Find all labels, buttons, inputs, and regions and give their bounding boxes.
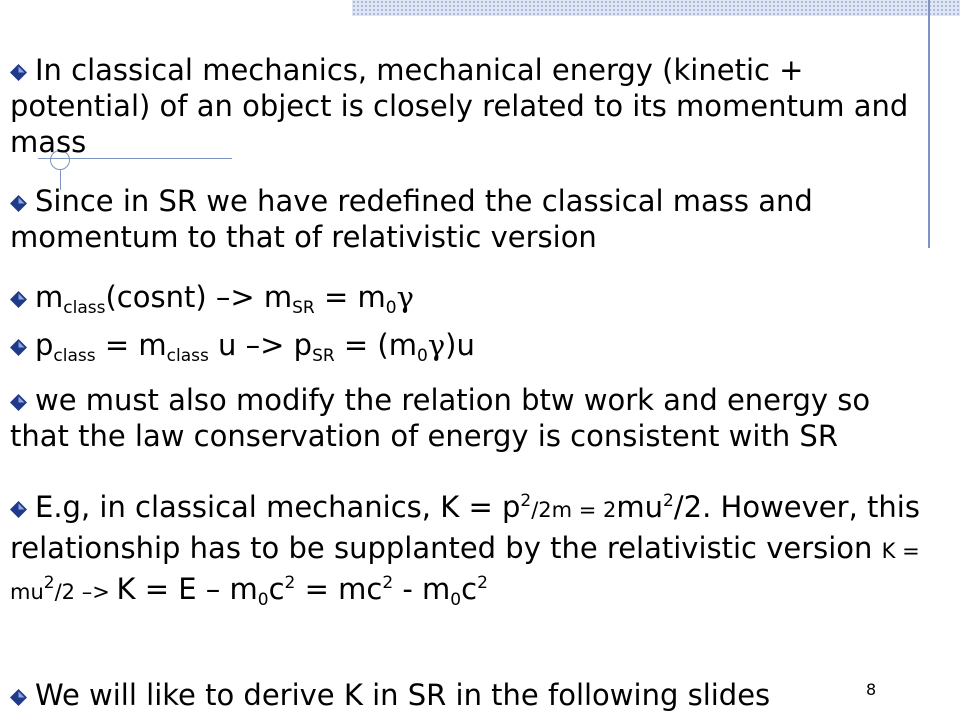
bullet-text: We will like to derive K in SR in the following slides bbox=[35, 678, 771, 712]
bullet-item bbox=[10, 382, 920, 454]
top-decorative-bar bbox=[352, 0, 960, 16]
subscript: class bbox=[53, 346, 96, 366]
subscript: 0 bbox=[385, 298, 397, 318]
eq-text: = m bbox=[95, 328, 167, 362]
eq-text: = mc bbox=[295, 572, 383, 606]
subscript: SR bbox=[312, 346, 335, 366]
eq-text-small: /2m = 2 bbox=[531, 498, 617, 522]
eq-text: c bbox=[461, 572, 478, 606]
bullet-text: E.g, in classical mechanics, bbox=[35, 490, 441, 524]
superscript: 2 bbox=[284, 573, 296, 593]
superscript: 2 bbox=[477, 573, 488, 593]
eq-text: c bbox=[268, 572, 285, 606]
bullet-text: Since in SR we have redefined the classical mass and momentum to that of relativistic version bbox=[10, 184, 813, 254]
eq-text: (cosnt) –> m bbox=[105, 280, 293, 314]
superscript: 2 bbox=[382, 573, 394, 593]
eq-text: )u bbox=[445, 328, 475, 362]
subscript: 0 bbox=[257, 590, 269, 610]
bullet-item bbox=[10, 52, 920, 160]
diamond-bullet-icon bbox=[10, 291, 27, 308]
eq-text: K = p bbox=[440, 490, 521, 524]
bullet-item bbox=[10, 183, 920, 255]
diamond-bullet-icon bbox=[10, 64, 27, 81]
subscript: class bbox=[63, 298, 106, 318]
eq-text: = (m bbox=[334, 328, 417, 362]
bullet-text: /2. However, this relationship has to be supplanted by the relativistic version bbox=[10, 490, 920, 565]
eq-text: p bbox=[35, 328, 54, 362]
eq-text-small: /2 –> bbox=[54, 580, 117, 604]
superscript: 2 bbox=[520, 491, 532, 511]
diamond-bullet-icon bbox=[10, 394, 27, 411]
gamma-symbol: γ bbox=[396, 280, 414, 314]
right-decorative-line bbox=[928, 0, 930, 248]
subscript: SR bbox=[292, 298, 315, 318]
bullet-item bbox=[10, 677, 920, 713]
eq-text: K = E – m bbox=[116, 572, 258, 606]
bullet-item-momentum-equation bbox=[10, 327, 920, 366]
eq-text: m bbox=[35, 280, 64, 314]
page-number: 8 bbox=[866, 680, 877, 699]
bullet-text: In classical mechanics, mechanical energy (kinetic + potential) of an object is closely related to its momentum and mass bbox=[10, 53, 909, 159]
eq-text-small: K = mu bbox=[10, 539, 920, 604]
superscript: 2 bbox=[663, 491, 674, 511]
gamma-symbol: γ bbox=[427, 328, 446, 362]
eq-text: mu bbox=[616, 490, 664, 524]
subscript: 0 bbox=[450, 590, 462, 610]
eq-text: u –> p bbox=[208, 328, 313, 362]
diamond-bullet-icon bbox=[10, 195, 27, 212]
diamond-bullet-icon bbox=[10, 689, 27, 706]
bullet-item-mass-equation bbox=[10, 279, 920, 318]
superscript: 2 bbox=[43, 573, 55, 593]
subscript: 0 bbox=[417, 346, 428, 366]
diamond-bullet-icon bbox=[10, 501, 27, 518]
bullet-item-kinetic-energy bbox=[10, 488, 920, 611]
bullet-text: we must also modify the relation btw work and energy so that the law conservation of energy is consistent with SR bbox=[10, 383, 871, 453]
subscript: class bbox=[166, 346, 209, 366]
eq-text: = m bbox=[314, 280, 386, 314]
diamond-bullet-icon bbox=[10, 339, 27, 356]
eq-text: - m bbox=[393, 572, 451, 606]
